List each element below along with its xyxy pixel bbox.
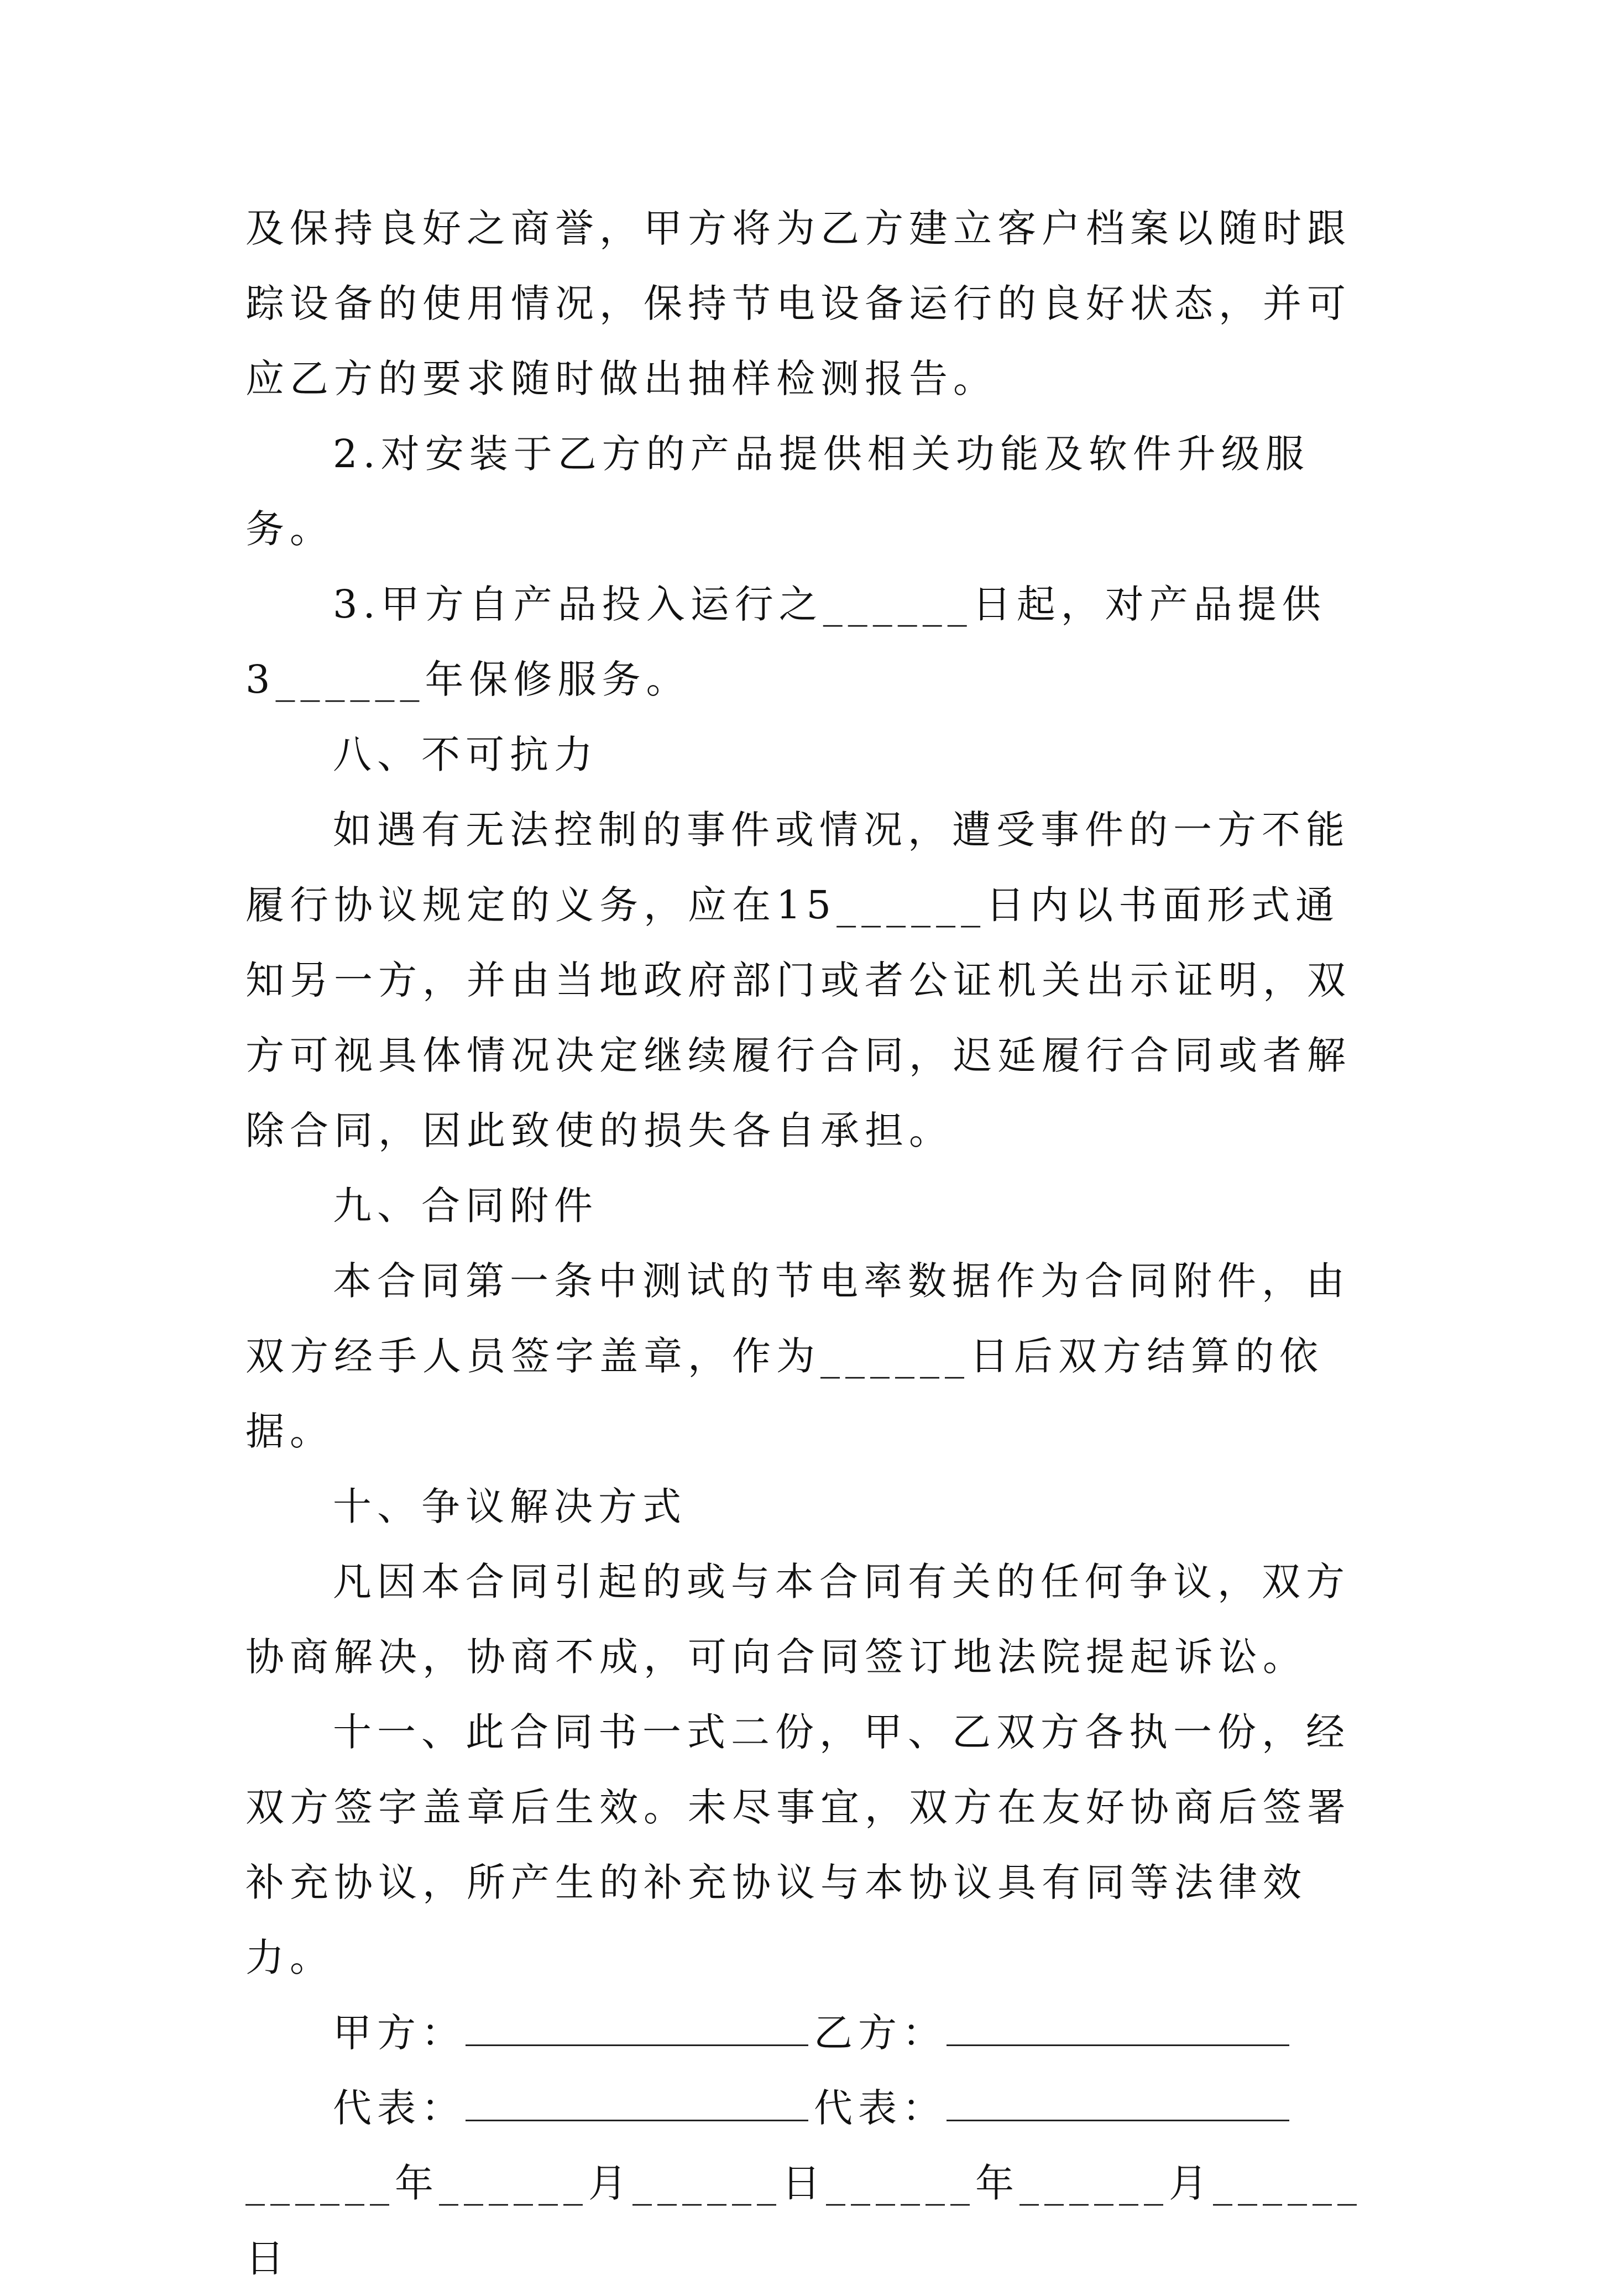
paragraph-copies-and-effect: 十一、此合同书一式二份，甲、乙双方各执一份，经双方签字盖章后生效。未尽事宜，双方在友好协商后签署补充协议，所产生的补充协议与本协议具有同等法律效力。 [245,1709,1351,1980]
rep-b-signature-line [947,2081,1289,2121]
paragraph-upgrade-service: 2.对安装于乙方的产品提供相关功能及软件升级服务。 [245,431,1310,552]
signature-date-line: ______年______月______日______年______月______日 [245,2161,1362,2281]
document-body [245,191,1362,2296]
rep-b-label: 代表： [814,2085,947,2131]
signature-row-parties [245,1995,1362,2070]
heading-dispute-resolution: 十、争议解决方式 [333,1484,687,1529]
paragraph-warranty: 3.甲方自产品投入运行之______日起，对产品提供3______年保修服务。 [245,582,1326,702]
rep-a-signature-line [466,2081,808,2121]
heading-force-majeure: 八、不可抗力 [333,732,598,777]
paragraph-dispute-resolution: 凡因本合同引起的或与本合同有关的任何争议，双方协商解决，协商不成，可向合同签订地法院提起诉讼。 [245,1559,1350,1680]
party-b-signature-line [947,2006,1289,2046]
party-b-label: 乙方： [814,2010,947,2056]
paragraph-force-majeure: 如遇有无法控制的事件或情况，遭受事件的一方不能履行协议规定的义务，应在15______日内以书面形式通知另一方，并由当地政府部门或者公证机关出示证明，双方可视具体情况决定继续履行合同，迟延履行合同或者解除合同，因此致使的损失各自承担。 [245,807,1351,1153]
rep-a-label: 代表： [333,2085,466,2131]
signature-row-representatives [245,2070,1362,2146]
party-a-signature-line [466,2006,808,2046]
paragraph-attachments: 本合同第一条中测试的节电率数据作为合同附件，由双方经手人员签字盖章，作为______日后双方结算的依据。 [245,1258,1350,1454]
paragraph-service-record: 及保持良好之商誉，甲方将为乙方建立客户档案以随时跟踪设备的使用情况，保持节电设备运行的良好状态，并可应乙方的要求随时做出抽样检测报告。 [245,206,1351,401]
heading-attachments: 九、合同附件 [333,1183,598,1228]
party-a-label: 甲方： [333,2010,466,2056]
